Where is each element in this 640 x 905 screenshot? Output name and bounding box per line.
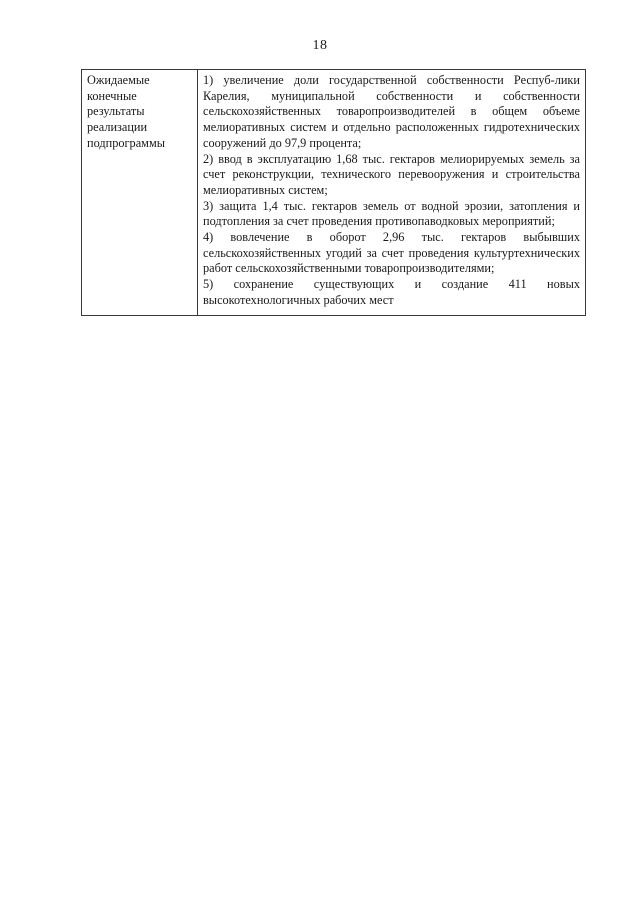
subprogram-passport-table (81, 69, 586, 316)
result-item-1: 1) увеличение доли государственной собственности Респуб-лики Карелия, муниципальной собственности и собственности сельскохозяйственных товаропроизводителей в общем объеме мелиоративных систем и отдельно расположенных гидротехнических сооружений до 97,9 процента; (203, 73, 580, 150)
result-item-2: 2) ввод в эксплуатацию 1,68 тыс. гектаров мелиорируемых земель за счет реконструкции, технического перевооружения и строительства мелиоративных систем; (203, 151, 580, 197)
expected-results-cell (198, 70, 586, 316)
result-item-3: 3) защита 1,4 тыс. гектаров земель от водной эрозии, затопления и подтопления за счет проведения противопаводковых мероприятий; (203, 198, 580, 229)
row-label-cell (82, 70, 198, 316)
table-row (82, 70, 586, 316)
result-item-5: 5) сохранение существующих и создание 411 новых высокотехнологичных рабочих мест (203, 277, 580, 307)
expected-results-label: Ожидаемые конечные результаты реализации подпрограммы (87, 73, 165, 150)
page-number: 18 (312, 38, 328, 53)
result-item-4: 4) вовлечение в оборот 2,96 тыс. гектаров выбывших сельскохозяйственных угодий за счет проведения культуртехнических работ сельскохозяйственными товаропроизводителями; (203, 230, 580, 276)
